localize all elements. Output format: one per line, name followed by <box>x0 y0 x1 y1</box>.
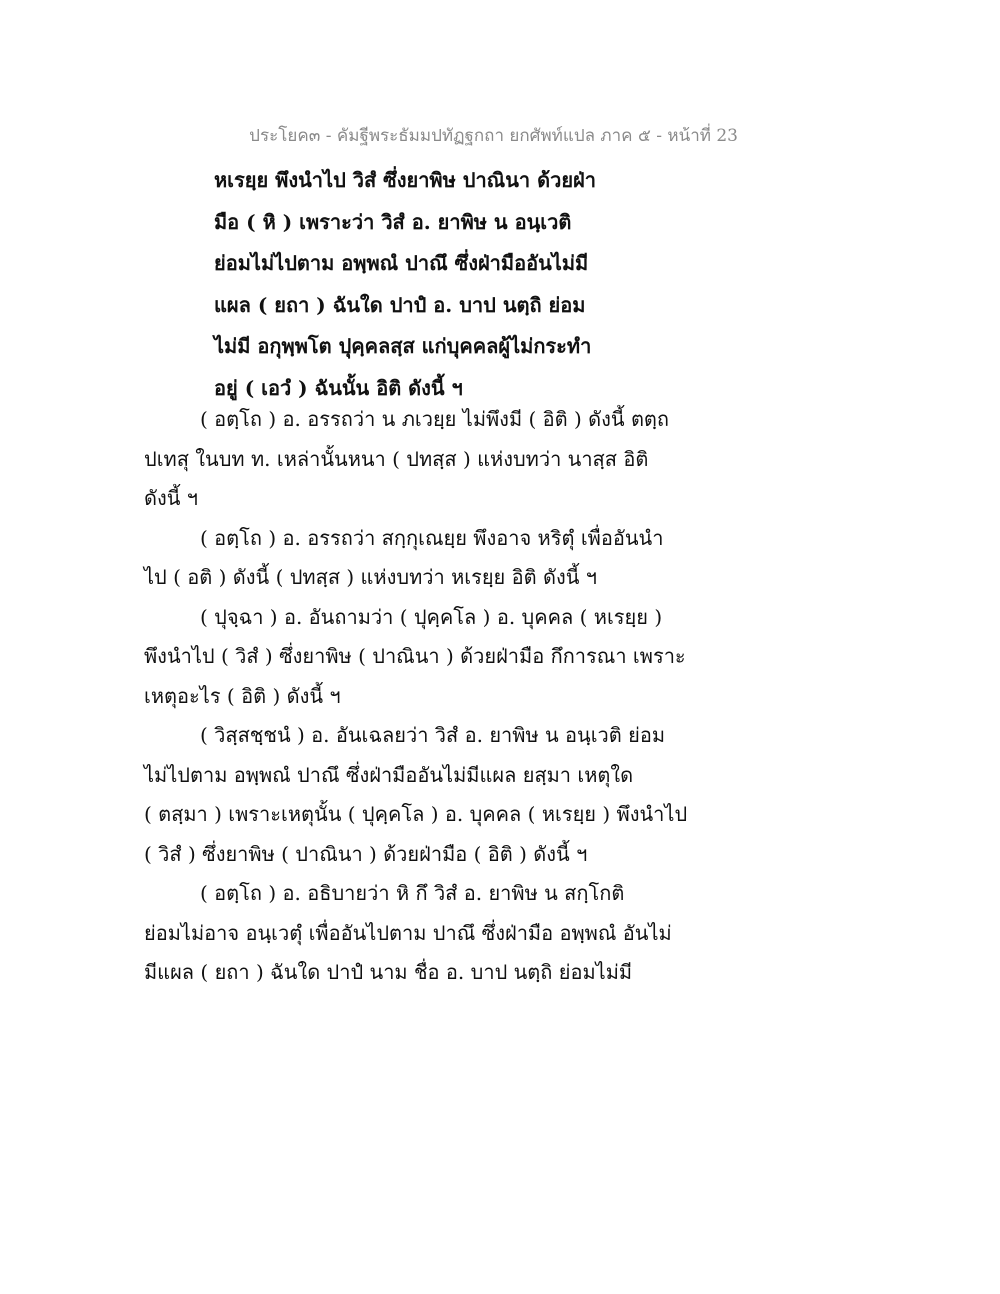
bold-verse-block <box>214 160 634 409</box>
paragraph-line: ย่อมไม่อาจ อนฺเวตุํ เพื่ออันไปตาม ปาณึ ซึ่งฝ่ามือ อพฺพณํ อันไม่ <box>144 920 672 945</box>
bold-line: มือ ( หิ ) เพราะว่า วิสํ อ. ยาพิษ น อนฺเวติ <box>214 209 572 234</box>
paragraph-line: ( วิสํ ) ซึ่งยาพิษ ( ปาณินา ) ด้วยฝ่ามือ ( อิติ ) ดังนี้ ฯ <box>144 841 588 866</box>
bold-line: หเรยฺย พึงนำไป วิสํ ซึ่งยาพิษ ปาณินา ด้วยฝ่า <box>214 168 596 192</box>
commentary-block <box>144 400 688 993</box>
paragraph-line: ไม่ไปตาม อพฺพณํ ปาณึ ซึ่งฝ่ามืออันไม่มีแผล ยสฺมา เหตุใด <box>144 762 634 787</box>
paragraph-first-line: ( อตฺโถ ) อ. อรรถว่า น ภเวยฺย ไม่พึงมี ( อิติ ) ดังนี้ ตตฺถ <box>200 407 670 431</box>
paragraph-line: เหตุอะไร ( อิติ ) ดังนี้ ฯ <box>144 683 341 708</box>
paragraph-first-line: ( อตฺโถ ) อ. อธิบายว่า หิ กึ วิสํ อ. ยาพิษ น สกฺโกติ <box>200 881 625 905</box>
paragraph-line: พึงนำไป ( วิสํ ) ซึ่งยาพิษ ( ปาณินา ) ด้วยฝ่ามือ กึการณา เพราะ <box>144 644 686 668</box>
bold-line: แผล ( ยถา ) ฉันใด ปาปํ อ. บาป นตฺถิ ย่อม <box>214 292 586 317</box>
paragraph-line: มีแผล ( ยถา ) ฉันใด ปาปํ นาม ชื่อ อ. บาป นตฺถิ ย่อมไม่มี <box>144 960 633 984</box>
paragraph-first-line: ( วิสฺสชฺชนํ ) อ. อันเฉลยว่า วิสํ อ. ยาพิษ น อนฺเวติ ย่อม <box>200 723 666 747</box>
paragraph-line: ปเทสุ ในบท ท. เหล่านั้นหนา ( ปทสฺส ) แห่งบทว่า นาสฺส อิติ <box>144 446 649 471</box>
paragraph-first-line: ( ปุจฺฉา ) อ. อันถามว่า ( ปุคฺคโล ) อ. บุคคล ( หเรยฺย ) <box>200 604 663 629</box>
paragraph-line: ไป ( อติ ) ดังนี้ ( ปทสฺส ) แห่งบทว่า หเรยฺย อิติ ดังนี้ ฯ <box>144 565 598 589</box>
paragraph-line: ดังนี้ ฯ <box>144 486 199 510</box>
bold-line: อยู่ ( เอวํ ) ฉันนั้น อิติ ดังนี้ ฯ <box>214 375 463 400</box>
bold-line: ย่อมไม่ไปตาม อพฺพณํ ปาณึ ซึ่งฝ่ามืออันไม่มี <box>214 251 589 275</box>
page-header: ประโยค๓ - คัมฐีพระธัมมปทัฏฐกถา ยกศัพท์แปล ภาค ๕ - หน้าที่ 23 <box>249 126 738 146</box>
paragraph-line: ( ตสฺมา ) เพราะเหตุนั้น ( ปุคฺคโล ) อ. บุคคล ( หเรยฺย ) พึงนำไป <box>144 802 688 826</box>
bold-line: ไม่มี อกุพฺพโต ปุคฺคลสฺส แก่บุคคลผู้ไม่กระทำ <box>214 334 592 358</box>
paragraph-first-line: ( อตฺโถ ) อ. อรรถว่า สกฺกุเณยฺย พึงอาจ หริตุํ เพื่ออันนำ <box>200 525 664 550</box>
